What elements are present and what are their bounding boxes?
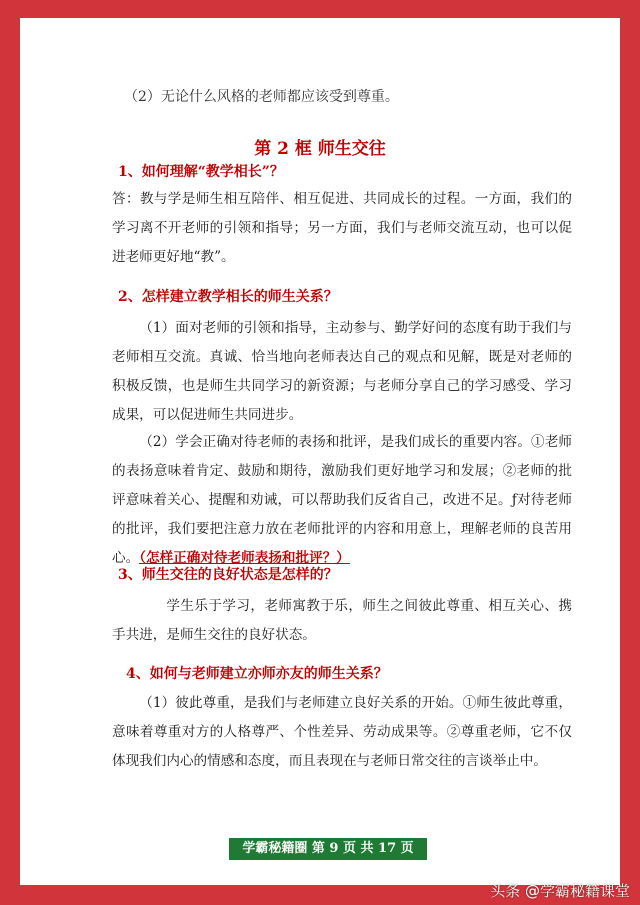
question-2-para-1: （1）面对老师的引领和指导，主动参与、勤学好问的态度有助于我们与老师相互交流。真诚、恰当地向老师表达自己的观点和见解，既是对老师的积极反馈，也是师生共同学习的新资源；与老师分享自己的学习感受、学习成果，可以促进师生共同进步。 [112,320,572,423]
page-footer: 学霸秘籍圈 第 9 页 共 17 页 [229,838,427,860]
watermark: 头条 @学霸秘籍课堂 [490,882,630,900]
question-2-note: （怎样正确对待老师表扬和批评？） [139,550,350,566]
section-title: 第 2 框 师生交往 [254,139,386,159]
question-3-answer: 学生乐于学习，老师寓教于乐，师生之间彼此尊重、相互关心、携手共进，是师生交往的良好状态。 [112,598,572,643]
document-page [20,18,620,885]
question-3-heading: 3、师生交往的良好状态是怎样的？ [118,567,338,583]
question-2-heading: 2、怎样建立教学相长的师生关系？ [118,289,338,305]
question-2-para-2-text: （2）学会正确对待老师的表扬和批评，是我们成长的重要内容。①老师的表扬意味着肯定、鼓励和期待，激励我们更好地学习和发展；②老师的批评意味着关心、提醒和劝诫，可以帮助我们反省自己，改进不足。ƒ对待老师的批评，我们要把注意力放在老师批评的内容和用意上，理解老师的良苦用心。 [112,434,572,566]
intro-line: （2）无论什么风格的老师都应该受到尊重。 [124,89,399,105]
question-2-para-2 [112,428,572,573]
question-1-answer: 答：教与学是师生相互陪伴、相互促进、共同成长的过程。一方面，我们的学习离不开老师的引领和指导；另一方面，我们与老师交流互动，也可以促进老师更好地“教”。 [112,191,572,265]
question-4-heading: 4、如何与老师建立亦师亦友的师生关系？ [126,666,388,682]
question-1-heading: 1、如何理解“教学相长”？ [118,164,284,180]
question-4-para-1: （1）彼此尊重，是我们与老师建立良好关系的开始。①师生彼此尊重，意味着尊重对方的人格尊严、个性差异、劳动成果等。②尊重老师，它不仅体现我们内心的情感和态度，而且表现在与老师日常交往的言谈举止中。 [112,695,572,769]
